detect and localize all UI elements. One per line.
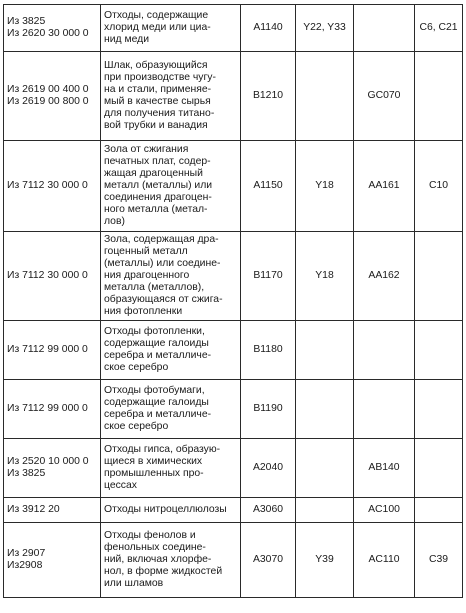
table-row xyxy=(4,141,463,232)
waste-description-cell-line: печатных плат, содер- xyxy=(104,155,211,167)
waste-description-cell xyxy=(101,380,241,439)
tnved-code-cell-line: Из 7112 99 000 0 xyxy=(7,402,88,414)
tnved-code-cell-line: Из 3912 20 xyxy=(7,503,60,515)
waste-description-cell-line: лов) xyxy=(104,216,125,228)
c-code-cell xyxy=(415,380,463,439)
oecd-code-cell: GC070 xyxy=(354,52,415,141)
waste-description-cell-line: ного металла (метал- xyxy=(104,204,208,216)
tnved-code-cell xyxy=(4,321,101,380)
c-code-cell xyxy=(415,321,463,380)
waste-description-cell-line: для получения титано- xyxy=(104,108,215,120)
waste-codes-table xyxy=(3,4,463,598)
basel-code-cell: B1170 xyxy=(241,232,296,321)
y-code-cell: Y18 xyxy=(296,141,354,232)
oecd-code-cell xyxy=(354,5,415,52)
waste-description-cell-line: цессах xyxy=(104,480,137,492)
basel-code-cell: A3060 xyxy=(241,498,296,523)
basel-code-cell: A1140 xyxy=(241,5,296,52)
y-code-cell xyxy=(296,498,354,523)
waste-description-cell-line: фенольных соедине- xyxy=(104,541,206,553)
waste-description-cell-line: ния фотопленки xyxy=(104,306,183,318)
waste-description-cell xyxy=(101,5,241,52)
waste-description-cell-line: промышленных про- xyxy=(104,468,204,479)
tnved-code-cell-line: Из 3825 xyxy=(7,468,46,479)
waste-description-cell-line: содержащие галоиды xyxy=(104,337,209,349)
waste-description-cell-line: Зола, содержащая дра- xyxy=(104,233,219,245)
tnved-code-cell-line: Из 3825 xyxy=(7,15,46,27)
waste-description-cell-line: Отходы нитроцеллюлозы xyxy=(104,503,227,515)
y-code-cell xyxy=(296,321,354,380)
waste-description-cell-line: ния драгоценного xyxy=(104,269,190,281)
oecd-code-cell: AA161 xyxy=(354,141,415,232)
waste-description-cell-line: металла (металлов), xyxy=(104,282,205,294)
table-row xyxy=(4,523,463,598)
c-code-cell xyxy=(415,498,463,523)
basel-code-cell: A3070 xyxy=(241,523,296,598)
y-code-cell xyxy=(296,439,354,498)
waste-description-cell-line: хлорид меди или циа- xyxy=(104,21,211,33)
waste-description-cell-line: нол, в форме жидкостей xyxy=(104,566,223,578)
c-code-cell: C6, C21 xyxy=(415,5,463,52)
waste-description-cell-line: Отходы, содержащие xyxy=(104,9,209,21)
tnved-code-cell-line: Из 7112 30 000 0 xyxy=(7,179,88,191)
c-code-cell xyxy=(415,439,463,498)
waste-description-cell-line: Зола от сжигания xyxy=(104,143,189,155)
waste-description-cell-line: серебра и металличе- xyxy=(104,409,212,420)
waste-description-cell xyxy=(101,439,241,498)
c-code-cell xyxy=(415,52,463,141)
y-code-cell: Y18 xyxy=(296,232,354,321)
oecd-code-cell: AB140 xyxy=(354,439,415,498)
tnved-code-cell-line: Из2908 xyxy=(7,560,43,571)
y-code-cell xyxy=(296,52,354,141)
tnved-code-cell xyxy=(4,523,101,598)
waste-description-cell xyxy=(101,498,241,523)
waste-description-cell xyxy=(101,321,241,380)
table-row xyxy=(4,52,463,141)
tnved-code-cell xyxy=(4,141,101,232)
oecd-code-cell: AC100 xyxy=(354,498,415,523)
waste-description-cell-line: металл (металлы) или xyxy=(104,179,213,191)
tnved-code-cell xyxy=(4,5,101,52)
tnved-code-cell-line: Из 2520 10 000 0 xyxy=(7,455,89,467)
waste-description-cell-line: серебра и металличе- xyxy=(104,350,212,361)
table-row xyxy=(4,232,463,321)
table-row xyxy=(4,439,463,498)
c-code-cell xyxy=(415,232,463,321)
waste-description-cell-line: Отходы фотобумаги, xyxy=(104,384,205,396)
waste-description-cell-line: Отходы гипса, образую- xyxy=(104,443,221,455)
tnved-code-cell-line: Из 2619 00 800 0 xyxy=(7,96,89,107)
waste-description-cell-line: ское серебро xyxy=(104,362,169,374)
waste-description-cell-line: Отходы фотопленки, xyxy=(104,325,205,337)
basel-code-cell: B1210 xyxy=(241,52,296,141)
tnved-code-cell-line: Из 2907 xyxy=(7,547,46,559)
tnved-code-cell-line: Из 2620 30 000 0 xyxy=(7,28,89,39)
waste-description-cell xyxy=(101,232,241,321)
tnved-code-cell xyxy=(4,52,101,141)
oecd-code-cell: AA162 xyxy=(354,232,415,321)
tnved-code-cell xyxy=(4,232,101,321)
table-row xyxy=(4,321,463,380)
table-body xyxy=(4,5,463,598)
waste-description-cell-line: ний, включая хлорфе- xyxy=(104,553,212,565)
table-row xyxy=(4,498,463,523)
oecd-code-cell xyxy=(354,380,415,439)
tnved-code-cell-line: Из 2619 00 400 0 xyxy=(7,83,89,95)
tnved-code-cell xyxy=(4,498,101,523)
waste-description-cell-line: содержащие галоиды xyxy=(104,396,209,408)
basel-code-cell: A1150 xyxy=(241,141,296,232)
basel-code-cell: B1180 xyxy=(241,321,296,380)
tnved-code-cell xyxy=(4,439,101,498)
oecd-code-cell: AC110 xyxy=(354,523,415,598)
waste-description-cell-line: мый в качестве сырья xyxy=(104,96,211,107)
waste-description-cell-line: ское серебро xyxy=(104,421,169,433)
waste-description-cell-line: вой трубки и ванадия xyxy=(104,120,208,132)
y-code-cell: Y22, Y33 xyxy=(296,5,354,52)
table-row xyxy=(4,5,463,52)
waste-description-cell-line: образующаяся от сжига- xyxy=(104,294,223,306)
waste-description-cell-line: соединения драгоцен- xyxy=(104,192,212,204)
waste-description-cell xyxy=(101,141,241,232)
waste-description-cell-line: или шламов xyxy=(104,578,164,590)
waste-description-cell-line: (металлы) или соедине- xyxy=(104,257,221,269)
table-row xyxy=(4,380,463,439)
waste-description-cell xyxy=(101,523,241,598)
waste-description-cell-line: нид меди xyxy=(104,34,150,46)
waste-description-cell-line: жащая драгоценный xyxy=(104,167,203,179)
tnved-code-cell xyxy=(4,380,101,439)
y-code-cell xyxy=(296,380,354,439)
tnved-code-cell-line: Из 7112 30 000 0 xyxy=(7,269,88,281)
waste-description-cell-line: Отходы фенолов и xyxy=(104,529,196,541)
basel-code-cell: A2040 xyxy=(241,439,296,498)
waste-description-cell xyxy=(101,52,241,141)
y-code-cell: Y39 xyxy=(296,523,354,598)
waste-description-cell-line: щиеся в химических xyxy=(104,455,203,467)
waste-description-cell-line: гоценный металл xyxy=(104,245,188,257)
basel-code-cell: B1190 xyxy=(241,380,296,439)
waste-description-cell-line: при производстве чугу- xyxy=(104,71,216,83)
c-code-cell: C39 xyxy=(415,523,463,598)
waste-description-cell-line: Шлак, образующийся xyxy=(104,59,208,71)
oecd-code-cell xyxy=(354,321,415,380)
waste-description-cell-line: на и стали, применяе- xyxy=(104,83,212,95)
tnved-code-cell-line: Из 7112 99 000 0 xyxy=(7,343,88,355)
c-code-cell: C10 xyxy=(415,141,463,232)
